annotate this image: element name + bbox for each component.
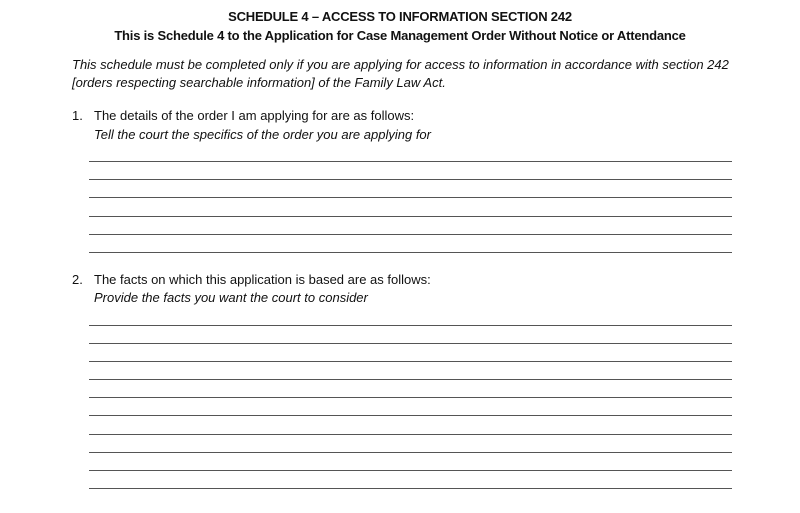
question-1-hint: Tell the court the specifics of the order you are applying for [94,127,431,142]
question-2-hint: Provide the facts you want the court to consider [94,290,368,305]
answer-line[interactable] [89,179,732,180]
answer-line[interactable] [89,452,732,453]
answer-line[interactable] [89,216,732,217]
answer-line[interactable] [89,470,732,471]
answer-line[interactable] [89,397,732,398]
answer-line[interactable] [89,161,732,162]
question-2-number: 2. [72,272,83,287]
answer-line[interactable] [89,325,732,326]
answer-line[interactable] [89,361,732,362]
question-2-text: The facts on which this application is based are as follows: [94,272,431,287]
answer-line[interactable] [89,379,732,380]
question-1-number: 1. [72,108,83,123]
intro-line-1: This schedule must be completed only if you are applying for access to information in accordance with section 242 [72,57,729,72]
question-1-text: The details of the order I am applying for are as follows: [94,108,415,123]
answer-line[interactable] [89,415,732,416]
schedule-title: SCHEDULE 4 – ACCESS TO INFORMATION SECTION 242 [228,9,572,24]
answer-line[interactable] [89,434,732,435]
answer-line[interactable] [89,197,732,198]
answer-line[interactable] [89,234,732,235]
intro-paragraph [72,56,752,92]
answer-line[interactable] [89,252,732,253]
schedule-subtitle: This is Schedule 4 to the Application for Case Management Order Without Notice or Attendance [114,28,686,43]
intro-line-2: [orders respecting searchable information] of the Family Law Act. [72,75,446,90]
answer-line[interactable] [89,488,732,489]
answer-line[interactable] [89,343,732,344]
